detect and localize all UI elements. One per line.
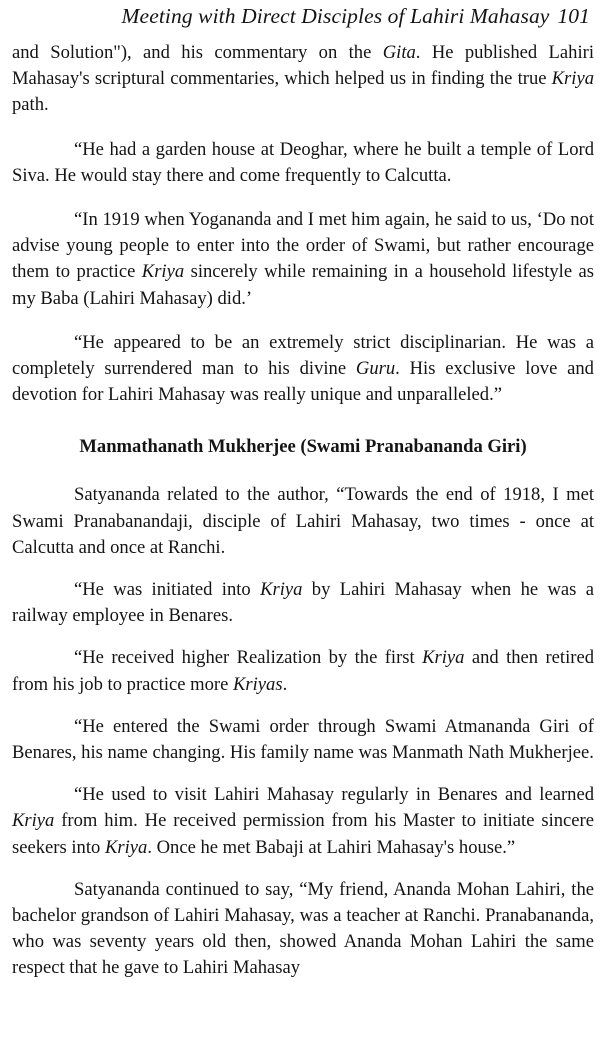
paragraph: “He entered the Swami order through Swami Atmananda Giri of Benares, his name changing. His family name was Manmath Nath Mukherjee. xyxy=(12,715,594,764)
paragraph: “He had a garden house at Deoghar, where he built a temple of Lord Siva. He would stay there and come frequently to Calcutta. xyxy=(12,138,594,186)
running-header xyxy=(60,2,590,30)
page-number: 101 xyxy=(557,4,590,28)
paragraph: Satyananda continued to say, “My friend, Ananda Mohan Lahiri, the bachelor grandson of Lahiri Mahasay, was a teacher at Ranchi. Pranabananda, who was seventy years old then, showed Ananda Mohan Lahiri the same respect that he gave to Lahiri Mahasay xyxy=(12,878,594,979)
paragraph: “He used to visit Lahiri Mahasay regularly in Benares and learned Kriya from him. He received permission from his Master to initiate sincere seekers into Kriya. Once he met Babaji at Lahiri Mahasay's house.” xyxy=(12,784,594,858)
running-title: Meeting with Direct Disciples of Lahiri Mahasay xyxy=(121,4,550,28)
paragraph: “He received higher Realization by the first Kriya and then retired from his job to practice more Kriyas. xyxy=(12,647,594,695)
paragraph: and Solution"), and his commentary on the Gita. He published Lahiri Mahasay's scriptural commentaries, which helped us in finding the true Kriya path. xyxy=(12,42,594,116)
paragraph: “He was initiated into Kriya by Lahiri Mahasay when he was a railway employee in Benares. xyxy=(12,579,594,627)
paragraph: “In 1919 when Yogananda and I met him again, he said to us, ‘Do not advise young people to enter into the order of Swami, but rather encourage them to practice Kriya sincerely while remaining in a household lifestyle as my Baba (Lahiri Mahasay) did.’ xyxy=(12,209,595,309)
paragraph: “He appeared to be an extremely strict disciplinarian. He was a completely surrendered man to his divine Guru. His exclusive love and devotion for Lahiri Mahasay was really unique and unparalleled.” xyxy=(12,331,594,406)
page-body xyxy=(12,40,594,982)
section-heading: Manmathanath Mukherjee (Swami Pranabananda Giri) xyxy=(79,436,527,458)
paragraph: Satyananda related to the author, “Towards the end of 1918, I met Swami Pranabanandaji, disciple of Lahiri Mahasay, two times - once at Calcutta and once at Ranchi. xyxy=(12,484,594,558)
